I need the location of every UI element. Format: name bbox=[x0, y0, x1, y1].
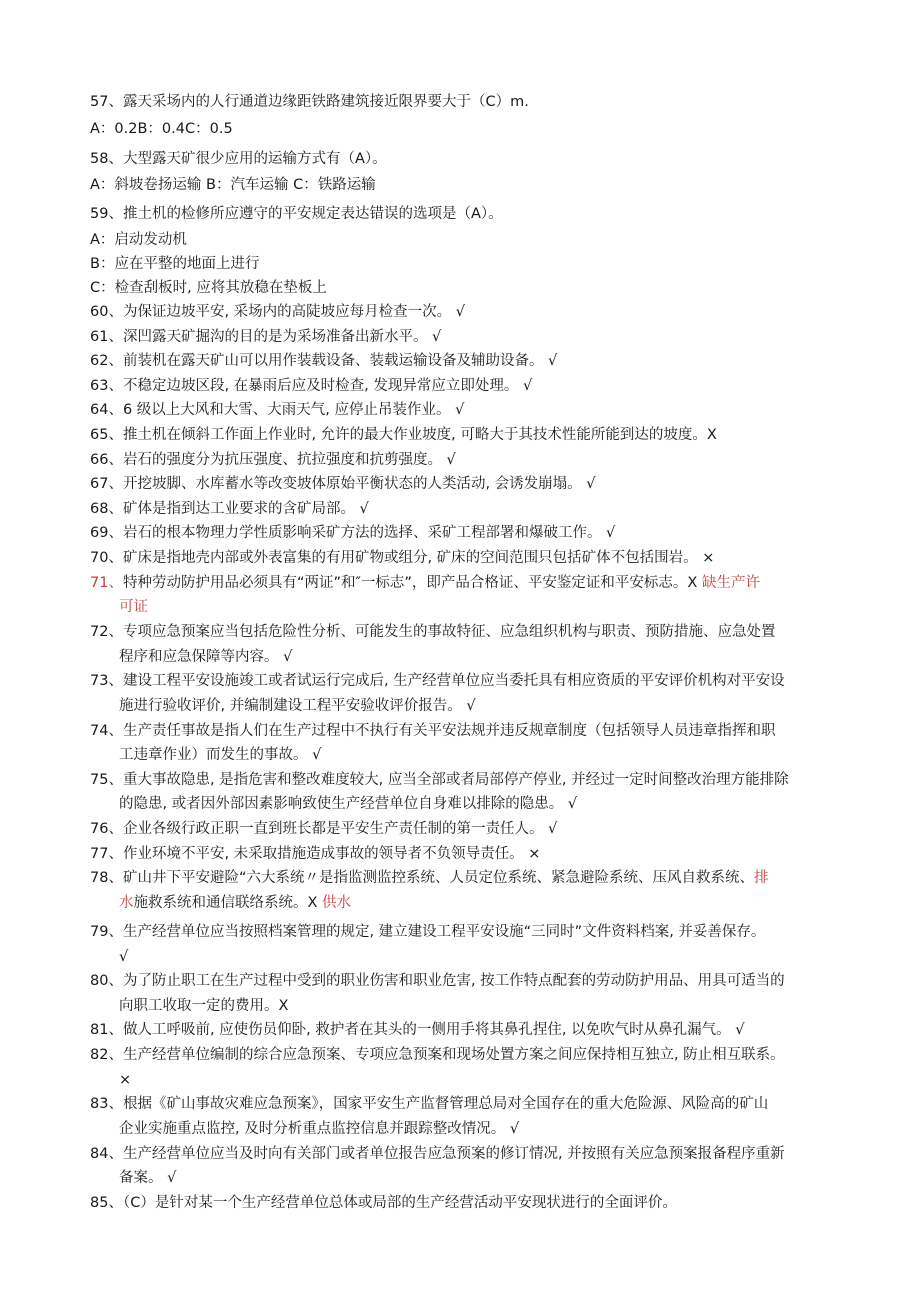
question-70: 70、矿床是指地壳内部或外表富集的有用矿物或组分, 矿床的空间范围只包括矿体不包括围岩。 × bbox=[90, 550, 715, 566]
question-85: 85、（C）是针对某一个生产经营单位总体或局部的生产经营活动平安现状进行的全面评价。 bbox=[90, 1195, 677, 1211]
question-79-cont: √ bbox=[119, 949, 129, 965]
correction-note: 供水 bbox=[322, 895, 352, 911]
question-77: 77、作业环境不平安, 未采取措施造成事故的领导者不负领导责任。 × bbox=[90, 846, 541, 862]
question-66: 66、岩石的强度分为抗压强度、抗拉强度和抗剪强度。 √ bbox=[90, 452, 456, 468]
question-80-cont: 向职工收取一定的费用。X bbox=[119, 998, 289, 1014]
question-75-cont: 的隐患, 或者因外部因素影响致使生产经营单位自身难以排除的隐患。 √ bbox=[119, 796, 578, 812]
question-74: 74、生产责任事故是指人们在生产过程中不执行有关平安法规并违反规章制度（包括领导人员违章指挥和职 bbox=[90, 723, 776, 739]
question-72-cont: 程序和应急保障等内容。 √ bbox=[119, 649, 293, 665]
question-61: 61、深凹露天矿掘沟的目的是为采场准备出新水平。 √ bbox=[90, 329, 442, 345]
question-text: 57、露天采场内的人行通道边缘距铁路建筑接近限界要大于（C）m. bbox=[90, 94, 529, 110]
question-81: 81、做人工呼吸前, 应使伤员仰卧, 救护者在其头的一侧用手将其鼻孔捏住, 以免吹气时从鼻孔漏气。 √ bbox=[90, 1022, 745, 1038]
question-59 bbox=[90, 202, 832, 227]
question-65: 65、推土机在倾斜工作面上作业时, 允许的最大作业坡度, 可略大于其技术性能所能到达的坡度。X bbox=[90, 427, 717, 443]
question-58-options: A：斜坡卷扬运输 B：汽车运输 C：铁路运输 bbox=[90, 177, 376, 193]
question-57 bbox=[90, 90, 832, 115]
question-59-option-b: B：应在平整的地面上进行 bbox=[90, 256, 260, 272]
question-64: 64、6 级以上大风和大雪、大雨天气, 应停止吊装作业。 √ bbox=[90, 402, 465, 418]
question-76: 76、企业各级行政正职一直到班长都是平安生产责任制的第一责任人。 √ bbox=[90, 821, 558, 837]
question-74-cont: 工违章作业）而发生的事故。 √ bbox=[119, 747, 322, 763]
question-73-cont: 施进行验收评价, 并编制建设工程平安验收评价报告。 √ bbox=[119, 698, 476, 714]
question-75: 75、重大事故隐患, 是指危害和整改难度较大, 应当全部或者局部停产停业, 并经过一定时间整改治理方能排除 bbox=[90, 772, 789, 788]
question-text: 特种劳动防护用品必须具有“两证”和″一标志”，即产品合格证、平安鉴定证和平安标志。X bbox=[122, 575, 702, 591]
question-text: 施救系统和通信联络系统。X bbox=[133, 895, 323, 911]
question-82: 82、生产经营单位编制的综合应急预案、专项应急预案和现场处置方案之间应保持相互独立, 防止相互联系。 bbox=[90, 1047, 785, 1063]
question-73: 73、建设工程平安设施竣工或者试运行完成后, 生产经营单位应当委托具有相应资质的平安评价机构对平安设 bbox=[90, 673, 785, 689]
question-59-option-c: C：检查刮板时, 应将其放稳在垫板上 bbox=[90, 280, 327, 296]
question-84-cont: 备案。 √ bbox=[119, 1170, 177, 1186]
highlight: 水 bbox=[119, 895, 134, 911]
question-72: 72、专项应急预案应当包括危险性分析、可能发生的事故特征、应急组织机构与职责、预防措施、应急处置 bbox=[90, 624, 776, 640]
question-60: 60、为保证边坡平安, 采场内的高陡坡应每月检查一次。 √ bbox=[90, 304, 466, 320]
question-text: 58、大型露天矿很少应用的运输方式有（A）。 bbox=[90, 151, 387, 167]
question-text: 59、推土机的检修所应遵守的平安规定表达错误的选项是（A）。 bbox=[90, 206, 503, 222]
question-84: 84、生产经营单位应当及时向有关部门或者单位报告应急预案的修订情况, 并按照有关应急预案报备程序重新 bbox=[90, 1146, 785, 1162]
highlight: 排 bbox=[753, 870, 769, 886]
question-82-cont: × bbox=[119, 1072, 132, 1088]
question-number: 71、 bbox=[90, 575, 123, 591]
question-83-cont: 企业实施重点监控, 及时分析重点监控信息并跟踪整改情况。 √ bbox=[119, 1121, 520, 1137]
question-78 bbox=[90, 866, 832, 891]
correction-note-cont: 可证 bbox=[119, 599, 148, 615]
question-68: 68、矿体是指到达工业要求的含矿局部。 √ bbox=[90, 501, 369, 517]
question-63: 63、不稳定边坡区段, 在暴雨后应及时检查, 发现异常应立即处理。 √ bbox=[90, 378, 533, 394]
correction-note: 缺生产许 bbox=[701, 575, 760, 591]
question-80: 80、为了防止职工在生产过程中受到的职业伤害和职业危害, 按工作特点配套的劳动防护用品、用具可适当的 bbox=[90, 973, 785, 989]
question-62: 62、前装机在露天矿山可以用作装载设备、装载运输设备及辅助设备。 √ bbox=[90, 353, 558, 369]
question-58 bbox=[90, 147, 832, 172]
question-67: 67、开挖坡脚、水库蓄水等改变坡体原始平衡状态的人类活动, 会诱发崩塌。 √ bbox=[90, 476, 596, 492]
question-69: 69、岩石的根本物理力学性质影响采矿方法的选择、采矿工程部署和爆破工作。 √ bbox=[90, 525, 616, 541]
question-78-cont bbox=[119, 891, 832, 916]
question-79: 79、生产经营单位应当按照档案管理的规定, 建立建设工程平安设施“三同时”文件资料档案, 并妥善保存。 bbox=[90, 924, 766, 940]
question-83: 83、根据《矿山事故灾难应急预案》，国家平安生产监督管理总局对全国存在的重大危险源、风险高的矿山 bbox=[90, 1096, 769, 1112]
question-text: 78、矿山井下平安避险“六大系统〃是指监测监控系统、人员定位系统、紧急避险系统、压风自救系统、 bbox=[90, 870, 754, 886]
question-57-options: A：0.2B：0.4C：0.5 bbox=[90, 121, 233, 137]
question-71 bbox=[90, 571, 832, 596]
question-59-option-a: A：启动发动机 bbox=[90, 232, 187, 248]
